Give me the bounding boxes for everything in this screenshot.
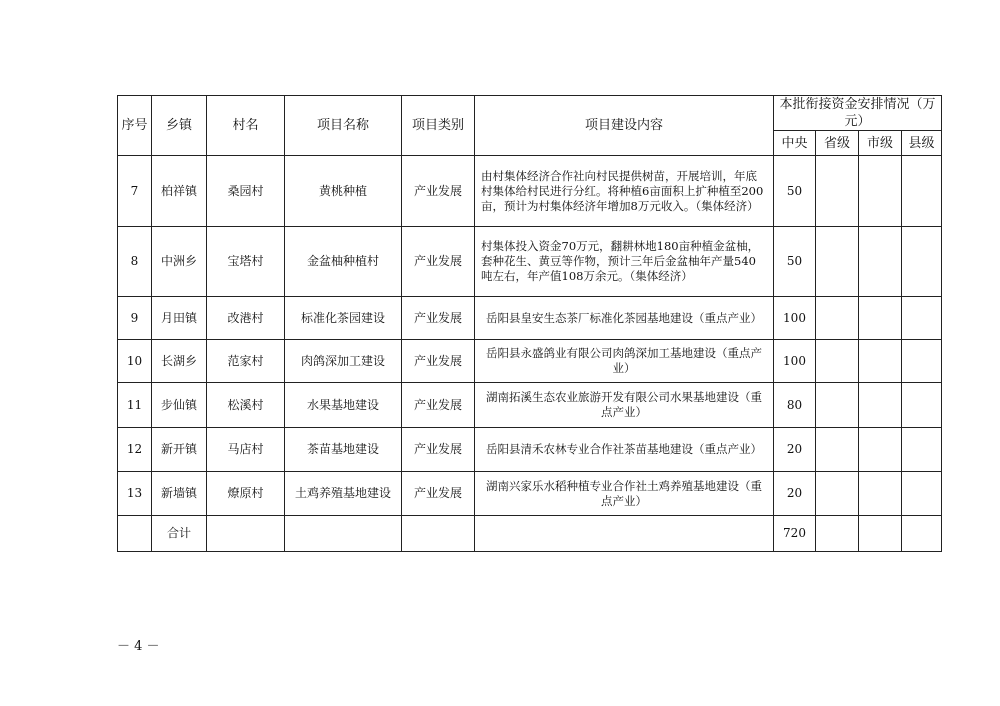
table-body [118, 156, 942, 516]
page-number: － 4 － [117, 639, 160, 654]
cell-province [816, 227, 859, 297]
cell-content: 由村集体经济合作社向村民提供树苗，开展培训，年底村集体给村民进行分红。将种植6亩面积上扩种植至200亩，预计为村集体经济年增加8万元收入。（集体经济） [475, 156, 774, 227]
total-content [475, 516, 774, 552]
funding-table [117, 95, 942, 552]
cell-county [902, 383, 942, 428]
cell-village: 松溪村 [207, 383, 285, 428]
cell-village: 马店村 [207, 428, 285, 472]
cell-project-name: 金盆柚种植村 [285, 227, 402, 297]
cell-central: 100 [774, 297, 816, 340]
cell-town: 柏祥镇 [152, 156, 207, 227]
header-city: 市级 [859, 131, 902, 156]
cell-county [902, 297, 942, 340]
cell-seq: 10 [118, 340, 152, 383]
cell-county [902, 156, 942, 227]
cell-content: 湖南拓溪生态农业旅游开发有限公司水果基地建设（重点产业） [475, 383, 774, 428]
cell-seq: 7 [118, 156, 152, 227]
cell-project-type: 产业发展 [402, 297, 475, 340]
cell-content: 村集体投入资金70万元，翻耕林地180亩种植金盆柚，套种花生、黄豆等作物，预计三年后金盆柚年产量540吨左右，年产值108万余元。（集体经济） [475, 227, 774, 297]
total-village [207, 516, 285, 552]
cell-seq: 13 [118, 472, 152, 516]
cell-city [859, 383, 902, 428]
cell-central: 80 [774, 383, 816, 428]
cell-central: 20 [774, 472, 816, 516]
header-project-type: 项目类别 [402, 96, 475, 156]
cell-county [902, 472, 942, 516]
cell-central: 20 [774, 428, 816, 472]
table-row [118, 472, 942, 516]
cell-province [816, 297, 859, 340]
total-central: 720 [774, 516, 816, 552]
cell-town: 中洲乡 [152, 227, 207, 297]
header-row [118, 96, 942, 131]
total-province [816, 516, 859, 552]
table-row [118, 297, 942, 340]
cell-village: 桑园村 [207, 156, 285, 227]
total-county [902, 516, 942, 552]
cell-content: 岳阳县清禾农林专业合作社茶苗基地建设（重点产业） [475, 428, 774, 472]
cell-project-type: 产业发展 [402, 156, 475, 227]
cell-project-type: 产业发展 [402, 383, 475, 428]
total-row [118, 516, 942, 552]
total-city [859, 516, 902, 552]
header-content: 项目建设内容 [475, 96, 774, 156]
cell-project-name: 标准化茶园建设 [285, 297, 402, 340]
cell-central: 100 [774, 340, 816, 383]
cell-project-name: 水果基地建设 [285, 383, 402, 428]
cell-project-type: 产业发展 [402, 472, 475, 516]
cell-province [816, 383, 859, 428]
header-county: 县级 [902, 131, 942, 156]
cell-province [816, 472, 859, 516]
header-seq: 序号 [118, 96, 152, 156]
cell-seq: 8 [118, 227, 152, 297]
cell-village: 范家村 [207, 340, 285, 383]
cell-village: 燎原村 [207, 472, 285, 516]
cell-seq: 9 [118, 297, 152, 340]
cell-town: 月田镇 [152, 297, 207, 340]
table-row [118, 227, 942, 297]
header-town: 乡镇 [152, 96, 207, 156]
cell-village: 宝塔村 [207, 227, 285, 297]
total-label: 合计 [152, 516, 207, 552]
cell-city [859, 428, 902, 472]
cell-city [859, 156, 902, 227]
cell-city [859, 340, 902, 383]
cell-project-name: 黄桃种植 [285, 156, 402, 227]
cell-central: 50 [774, 227, 816, 297]
total-name [285, 516, 402, 552]
cell-village: 改港村 [207, 297, 285, 340]
header-central: 中央 [774, 131, 816, 156]
cell-project-name: 茶苗基地建设 [285, 428, 402, 472]
cell-county [902, 340, 942, 383]
cell-project-name: 肉鸽深加工建设 [285, 340, 402, 383]
cell-seq: 12 [118, 428, 152, 472]
cell-project-type: 产业发展 [402, 428, 475, 472]
total-type [402, 516, 475, 552]
cell-city [859, 472, 902, 516]
table-row [118, 156, 942, 227]
cell-project-type: 产业发展 [402, 227, 475, 297]
cell-seq: 11 [118, 383, 152, 428]
cell-content: 湖南兴家乐水稻种植专业合作社土鸡养殖基地建设（重点产业） [475, 472, 774, 516]
header-province: 省级 [816, 131, 859, 156]
cell-province [816, 340, 859, 383]
cell-central: 50 [774, 156, 816, 227]
header-village: 村名 [207, 96, 285, 156]
cell-town: 新墙镇 [152, 472, 207, 516]
table-row [118, 340, 942, 383]
header-funds-title: 本批衔接资金安排情况（万元） [774, 96, 942, 131]
cell-city [859, 297, 902, 340]
cell-content: 岳阳县永盛鸽业有限公司肉鸽深加工基地建设（重点产业） [475, 340, 774, 383]
cell-project-type: 产业发展 [402, 340, 475, 383]
cell-province [816, 156, 859, 227]
cell-town: 新开镇 [152, 428, 207, 472]
cell-content: 岳阳县皇安生态茶厂标准化茶园基地建设（重点产业） [475, 297, 774, 340]
cell-town: 长湖乡 [152, 340, 207, 383]
cell-province [816, 428, 859, 472]
cell-town: 步仙镇 [152, 383, 207, 428]
header-project-name: 项目名称 [285, 96, 402, 156]
cell-county [902, 227, 942, 297]
cell-city [859, 227, 902, 297]
table-row [118, 428, 942, 472]
cell-project-name: 土鸡养殖基地建设 [285, 472, 402, 516]
cell-county [902, 428, 942, 472]
table-row [118, 383, 942, 428]
total-seq [118, 516, 152, 552]
